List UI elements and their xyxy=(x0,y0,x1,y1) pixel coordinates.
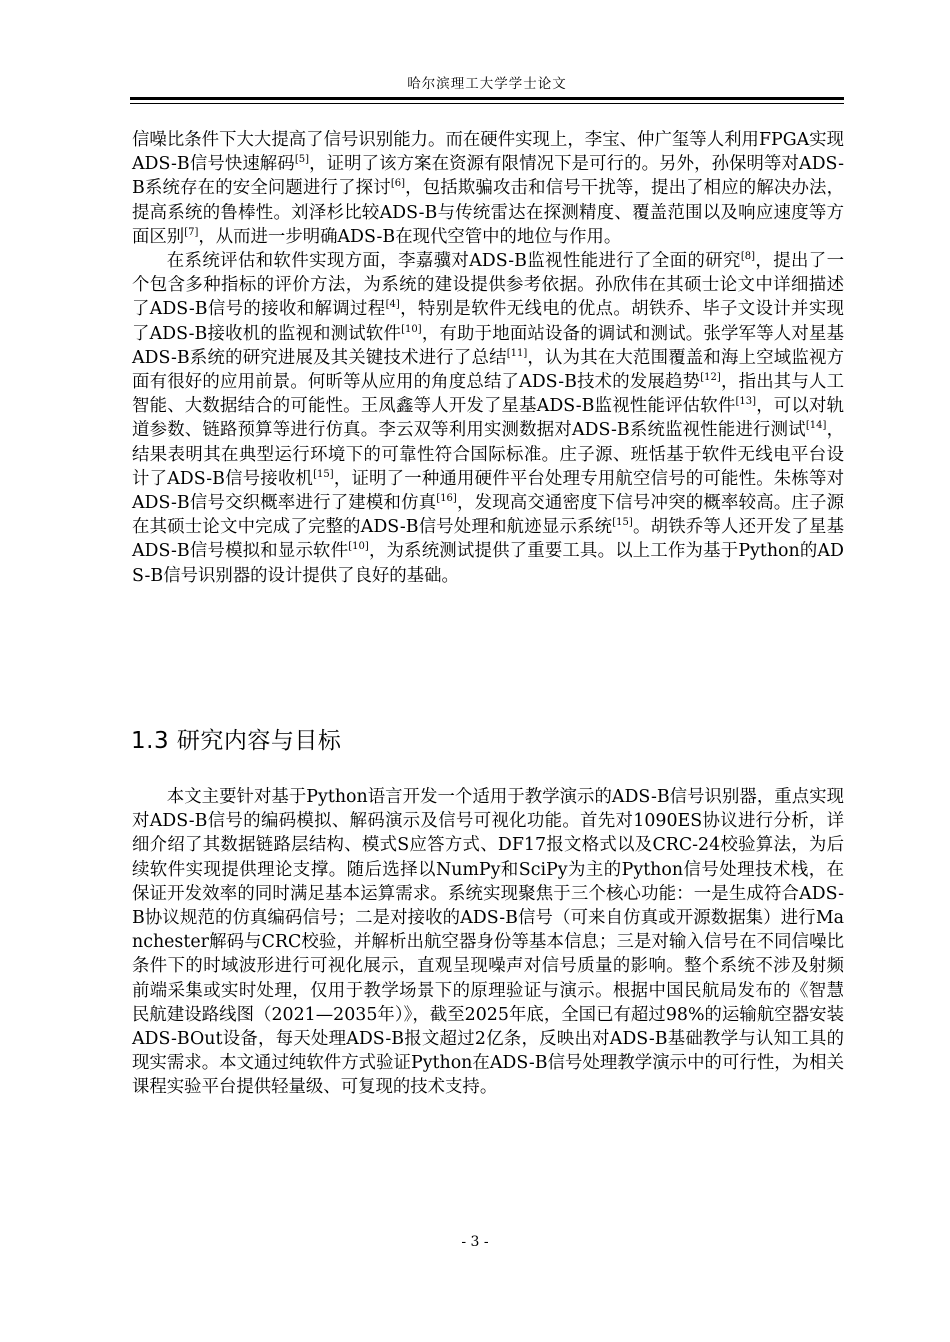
text-run: ，结果表明其在典型运行环境下的可靠性符合国际标准。庄子源、班恬基于软件无线电平台设计了ADS-B信号接收机 xyxy=(132,420,844,489)
text-run: ，证明了该方案在资源有限情况下是可行的。另外，孙保明等对ADS-B系统存在的安全问题进行了探讨 xyxy=(132,154,844,199)
section-heading: 1.3 研究内容与目标 xyxy=(131,728,342,754)
citation-ref: [13] xyxy=(735,396,756,408)
citation-ref: [15] xyxy=(313,468,334,480)
citation-ref: [7] xyxy=(184,226,199,238)
paragraph xyxy=(132,128,844,249)
header-rule-thin xyxy=(130,103,844,104)
text-run: 本文主要针对基于Python语言开发一个适用于教学演示的ADS-B信号识别器，重点实现对ADS-B信号的编码模拟、解码演示及信号可视化功能。首先对1090ES协议进行分析，详细介绍了其数据链路层结构、模式S应答方式、DF17报文格式以及CRC-24校验算法，为后续软件实现提供理论支撑。随后选择以NumPy和SciPy为主的Python信号处理技术栈，在保证开发效率的同时满足基本运算需求。系统实现聚焦于三个核心功能：一是生成符合ADS-B协议规范的仿真编码信号；二是对接收的ADS-B信号（可来自仿真或开源数据集）进行Manchester解码与CRC校验，并解析出航空器身份等基本信息；三是对输入信号在不同信噪比条件下的时域波形进行可视化展示，直观呈现噪声对信号质量的影响。整个系统不涉及射频前端采集或实时处理，仅用于教学场景下的原理验证与演示。根据中国民航局发布的《智慧民航建设路线图（2021—2035年）》，截至2025年底，全国已有超过98%的运输航空器安装ADS-BOut设备，每天处理ADS-B报文超过2亿条，反映出对ADS-B基础教学与认知工具的现实需求。本文通过纯软件方式验证Python在ADS-B信号处理教学演示中的可行性，为相关课程实验平台提供轻量级、可复现的技术支持。 xyxy=(132,787,844,1098)
citation-ref: [16] xyxy=(436,493,457,505)
paragraph xyxy=(132,249,844,588)
text-run: ，有助于地面站设备的调试和测试。张学军等人对星基ADS-B系统的研究进展及其关键技术进行了总结 xyxy=(132,323,844,368)
running-header: 哈尔滨理工大学学士论文 xyxy=(407,76,567,92)
text-run: ，指出其与人工智能、大数据结合的可能性。王凤鑫等人开发了星基ADS-B监视性能评估软件 xyxy=(132,372,844,417)
citation-ref: [14] xyxy=(805,420,827,432)
citation-ref: [8] xyxy=(740,251,756,263)
text-run: 信噪比条件下大大提高了信号识别能力。而在硬件实现上，李宝、仲广玺等人利用FPGA实现ADS-B信号快速解码 xyxy=(132,130,844,175)
text-run: ，可以对轨道参数、链路预算等进行仿真。李云双等利用实测数据对ADS-B系统监视性能进行测试 xyxy=(132,396,844,441)
text-run: ，证明了一种通用硬件平台处理专用航空信号的可能性。朱栋等对ADS-B信号交织概率进行了建模和仿真 xyxy=(132,468,844,514)
page-number: - 3 - xyxy=(461,1234,489,1250)
paragraph xyxy=(132,785,844,1100)
citation-ref: [6] xyxy=(390,178,405,190)
citation-ref: [5] xyxy=(294,154,309,166)
text-run: 。胡铁乔等人还开发了星基ADS-B信号模拟和显示软件 xyxy=(132,517,844,562)
citation-ref: [15] xyxy=(612,517,633,529)
text-run: ，发现高交通密度下信号冲突的概率较高。庄子源在其硕士论文中完成了完整的ADS-B信号处理和航迹显示系统 xyxy=(132,493,844,538)
citation-ref: [10] xyxy=(401,323,422,335)
citation-ref: [12] xyxy=(700,372,721,384)
text-run: ，为系统测试提供了重要工具。以上工作为基于Python的ADS-B信号识别器的设计提供了良好的基础。 xyxy=(132,541,844,586)
header-rule-thick xyxy=(130,97,844,100)
citation-ref: [10] xyxy=(348,541,369,553)
text-run: 在系统评估和软件实现方面，李嘉骥对ADS-B监视性能进行了全面的研究 xyxy=(166,251,741,272)
section-body-literature-review xyxy=(132,128,844,588)
text-run: ，认为其在大范围覆盖和海上空域监视方面有很好的应用前景。何昕等从应用的角度总结了ADS-B技术的发展趋势 xyxy=(132,347,844,393)
text-run: ，从而进一步明确ADS-B在现代空管中的地位与作用。 xyxy=(198,226,622,247)
citation-ref: [4] xyxy=(385,299,400,311)
section-body-research-content xyxy=(132,785,844,1100)
citation-ref: [11] xyxy=(506,347,528,359)
text-run: ，提出了一个包含多种指标的评价方法，为系统的建设提供参考依据。孙欣伟在其硕士论文中详细描述了ADS-B信号的接收和解调过程 xyxy=(132,251,844,320)
text-run: ，包括欺骗攻击和信号干扰等，提出了相应的解决办法，提高系统的鲁棒性。刘泽杉比较ADS-B与传统雷达在探测精度、覆盖范围以及响应速度等方面区别 xyxy=(132,178,845,247)
text-run: ，特别是软件无线电的优点。胡铁乔、毕子文设计并实现了ADS-B接收机的监视和测试软件 xyxy=(132,299,844,344)
